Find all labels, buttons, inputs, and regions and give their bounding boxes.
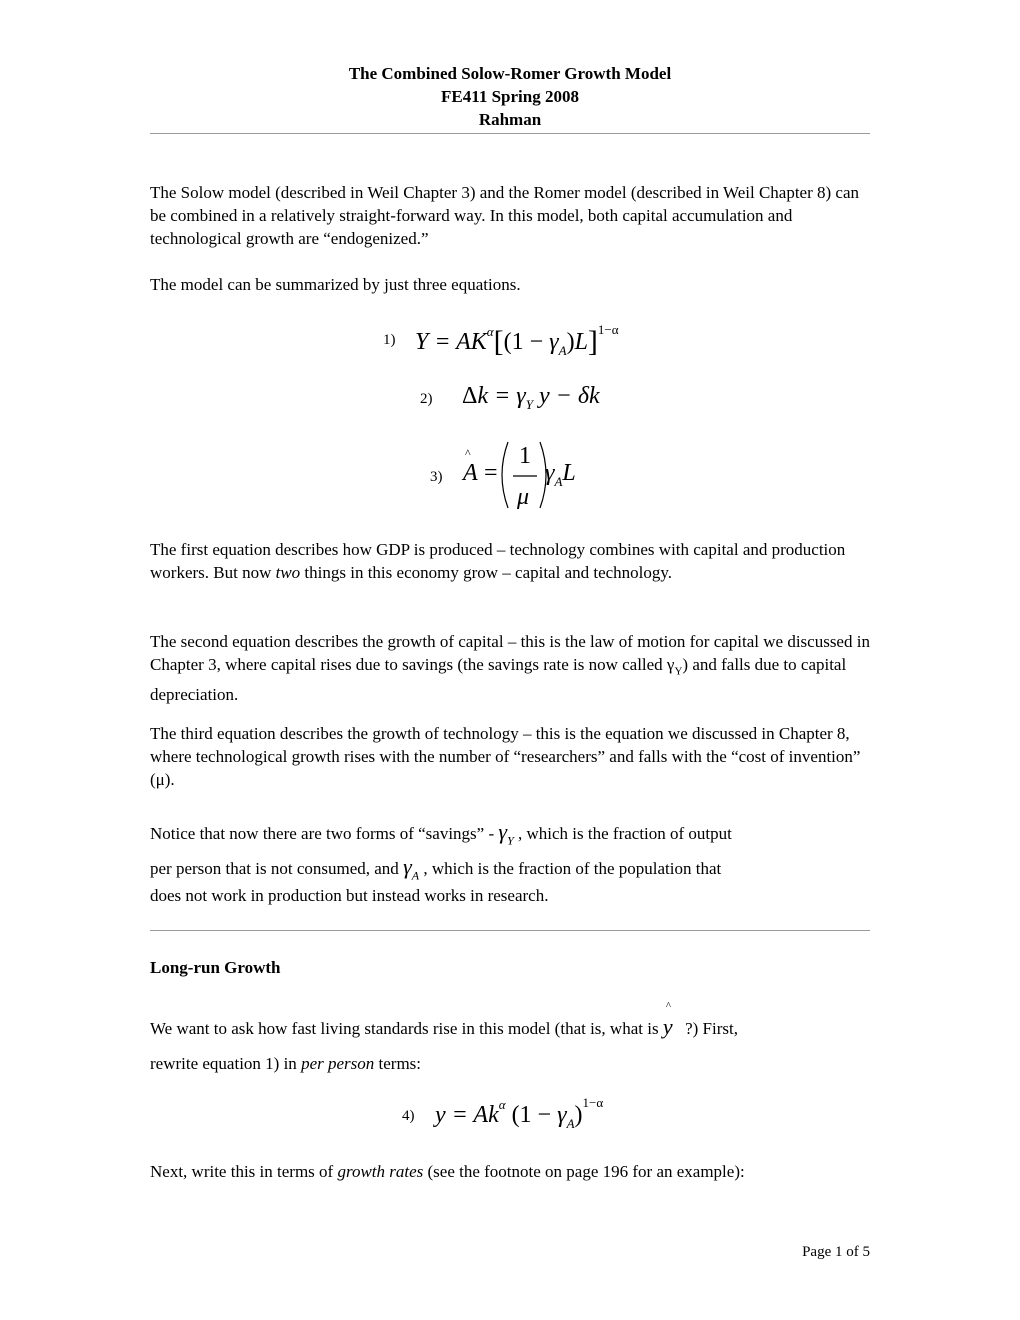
gamma-a-l: $\gamma_AL$ [545,460,576,489]
equals-sign: = [484,460,498,486]
course-line: FE411 Spring 2008 [441,87,579,106]
third-equation-explanation: The third equation describes the growth of technology – this is the equation we discussed in Chapter 8, where technological growth rises with the number of “researchers” and falls with the “cost of invention” (μ). [150,724,861,789]
page-number: Page 1 of 5 [802,1244,870,1260]
mu-symbol: μ [517,484,530,510]
header-divider [150,133,870,134]
section-divider [150,930,870,931]
fraction-numerator: 1 [519,443,531,469]
a-hat-symbol: A [463,460,478,486]
intro-paragraph: The Solow model (described in Weil Chapter 3) and the Romer model (described in Weil Chapter 8) can be combined in a relatively straight-forward way. In this model, both capital accumulation and technological growth are “endogenized.” [150,183,860,248]
equation-2-formula: $\Delta k = \gamma_Y$ y − δk [462,383,600,412]
long-run-paragraph-line-2: rewrite equation 1) in per person terms: [150,1054,422,1073]
summary-sentence: The model can be summarized by just three equations. [150,275,521,294]
equation-4-formula: $y = Ak^\alpha$ $(1 - \gamma_A)^{1-\alpha}$ [435,1095,604,1131]
equation-1-formula: $Y = AK^\alpha[(1 - \gamma_A)L]^{1-\alpha}$ [415,322,619,358]
author-line: Rahman [478,110,542,129]
equation-4-number: 4) [402,1108,415,1124]
equation-3-number: 3) [430,469,443,485]
growth-rates-paragraph: Next, write this in terms of growth rates (see the footnote on page 196 for an example): [150,1162,745,1181]
hat-accent: ^ [465,446,471,460]
savings-paragraph-line-1: Notice that now there are two forms of “savings” - $\gamma_Y$ , which is the fraction of output [150,819,732,848]
y-hat-symbol: y [662,1014,673,1039]
document-title: The Combined Solow-Romer Growth Model [348,64,672,83]
long-run-paragraph-line-1: We want to ask how fast living standards rise in this model (that is, what is ^ y ?) First, [150,1015,875,1040]
equation-2-number: 2) [420,391,433,407]
y-hat-accent: ^ [665,1000,671,1012]
first-equation-explanation: The first equation describes how GDP is produced – technology combines with capital and production workers. But now two things in this economy grow – capital and technology. [150,540,846,582]
section-heading: Long-run Growth [150,958,281,977]
second-equation-explanation: The second equation describes the growth of capital – this is the law of motion for capital we discussed in Chapter 3, where capital rises due to savings (the savings rate is now called $\gamma_Y$) and falls due to capital depreciation. [150,632,870,705]
savings-paragraph-line-2: per person that is not consumed, and $\gamma_A$ , which is the fraction of the population that [150,854,722,883]
savings-paragraph-line-3: does not work in production but instead works in research. [150,886,549,905]
equation-1-number: 1) [383,332,396,348]
